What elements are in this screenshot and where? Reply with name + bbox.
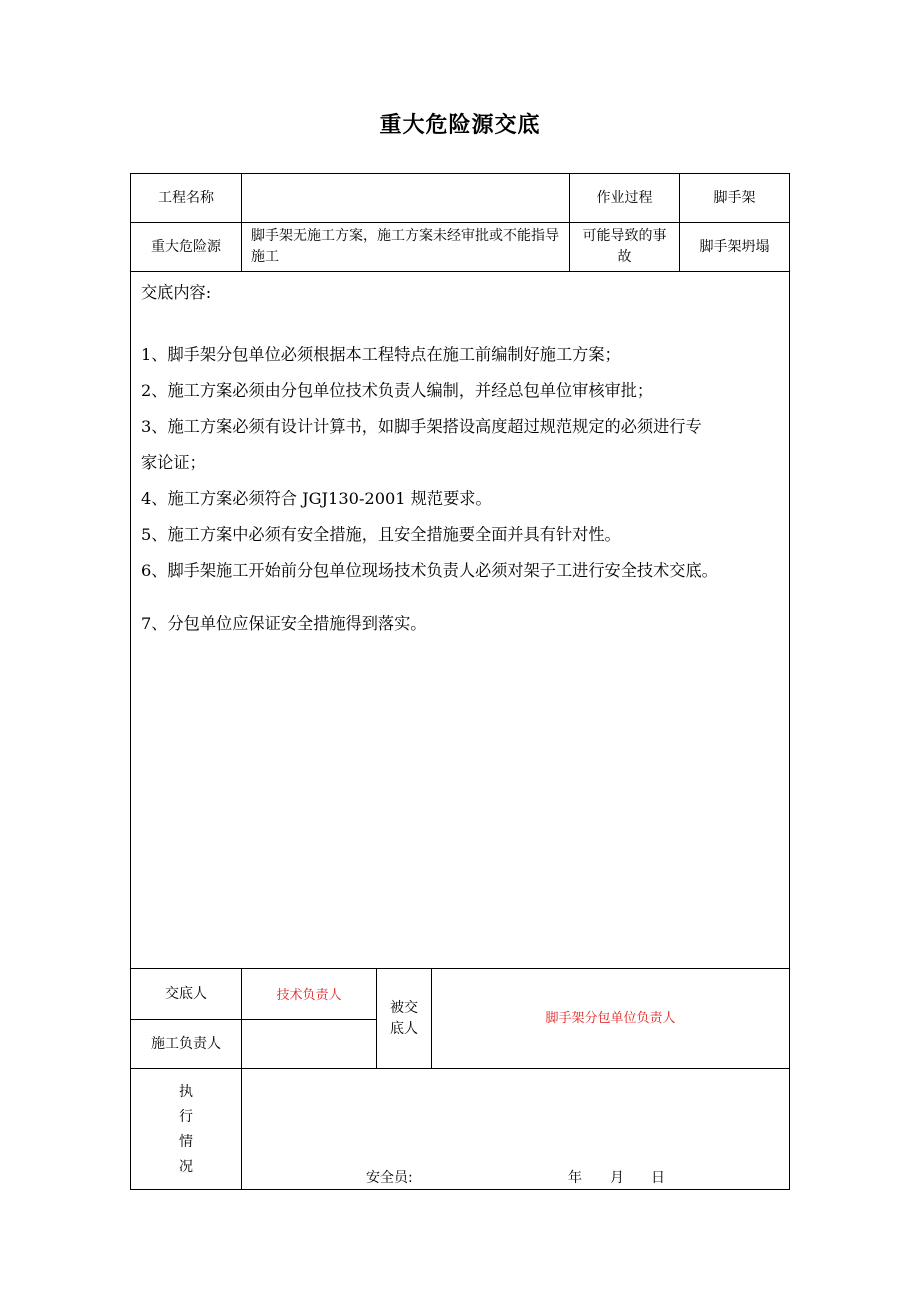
disclosure-content[interactable] (132, 275, 794, 642)
content-item: 家论证； (141, 453, 206, 472)
content-item: 7、分包单位应保证安全措施得到落实。 (141, 614, 427, 633)
content-heading: 交底内容: (141, 283, 212, 302)
construction-lead-value[interactable] (242, 1020, 376, 1068)
year-label: 年 (568, 1170, 582, 1186)
row-divider (131, 271, 789, 272)
accident-label: 可能导致的事故 (582, 228, 667, 265)
project-name-value[interactable] (242, 174, 569, 222)
content-item: 5、施工方案中必须有安全措施，且安全措施要全面并具有针对性。 (141, 525, 621, 544)
execution-label (131, 1069, 241, 1190)
construction-lead-label: 施工负责人 (151, 1035, 221, 1052)
hazard-label: 重大危险源 (151, 238, 221, 255)
accident-value[interactable]: 脚手架坍塌 (699, 238, 770, 255)
execution-label-char: 行 (179, 1108, 193, 1125)
content-item: 3、施工方案必须有设计计算书，如脚手架搭设高度超过规范规定的必须进行专 (141, 417, 702, 436)
content-item: 1、脚手架分包单位必须根据本工程特点在施工前编制好施工方案； (141, 345, 621, 364)
content-item: 4、施工方案必须符合 JGJ130-2001 规范要求。 (141, 489, 492, 508)
content-item: 6、脚手架施工开始前分包单位现场技术负责人必须对架子工进行安全技术交底。 (141, 561, 718, 580)
work-process-label: 作业过程 (596, 189, 653, 206)
execution-label-char: 况 (179, 1158, 193, 1175)
hazard-disclosure-form (130, 173, 790, 1190)
month-label: 月 (610, 1170, 624, 1186)
day-label: 日 (651, 1170, 665, 1186)
work-process-value[interactable]: 脚手架 (713, 189, 756, 206)
execution-label-char: 执 (179, 1083, 193, 1100)
content-item: 2、施工方案必须由分包单位技术负责人编制，并经总包单位审核审批； (141, 381, 654, 400)
project-name-label: 工程名称 (158, 189, 214, 206)
recipient-label: 被交底人 (390, 999, 418, 1037)
hazard-value[interactable]: 脚手架无施工方案，施工方案未经审批或不能指导施工 (251, 228, 559, 265)
recipient-value[interactable]: 脚手架分包单位负责人 (545, 1011, 676, 1026)
discloser-value[interactable]: 技术负责人 (276, 988, 342, 1003)
safety-officer-label: 安全员: (366, 1170, 413, 1186)
execution-label-char: 情 (179, 1133, 193, 1150)
discloser-label: 交底人 (165, 985, 207, 1002)
page-title: 重大危险源交底 (379, 112, 541, 138)
